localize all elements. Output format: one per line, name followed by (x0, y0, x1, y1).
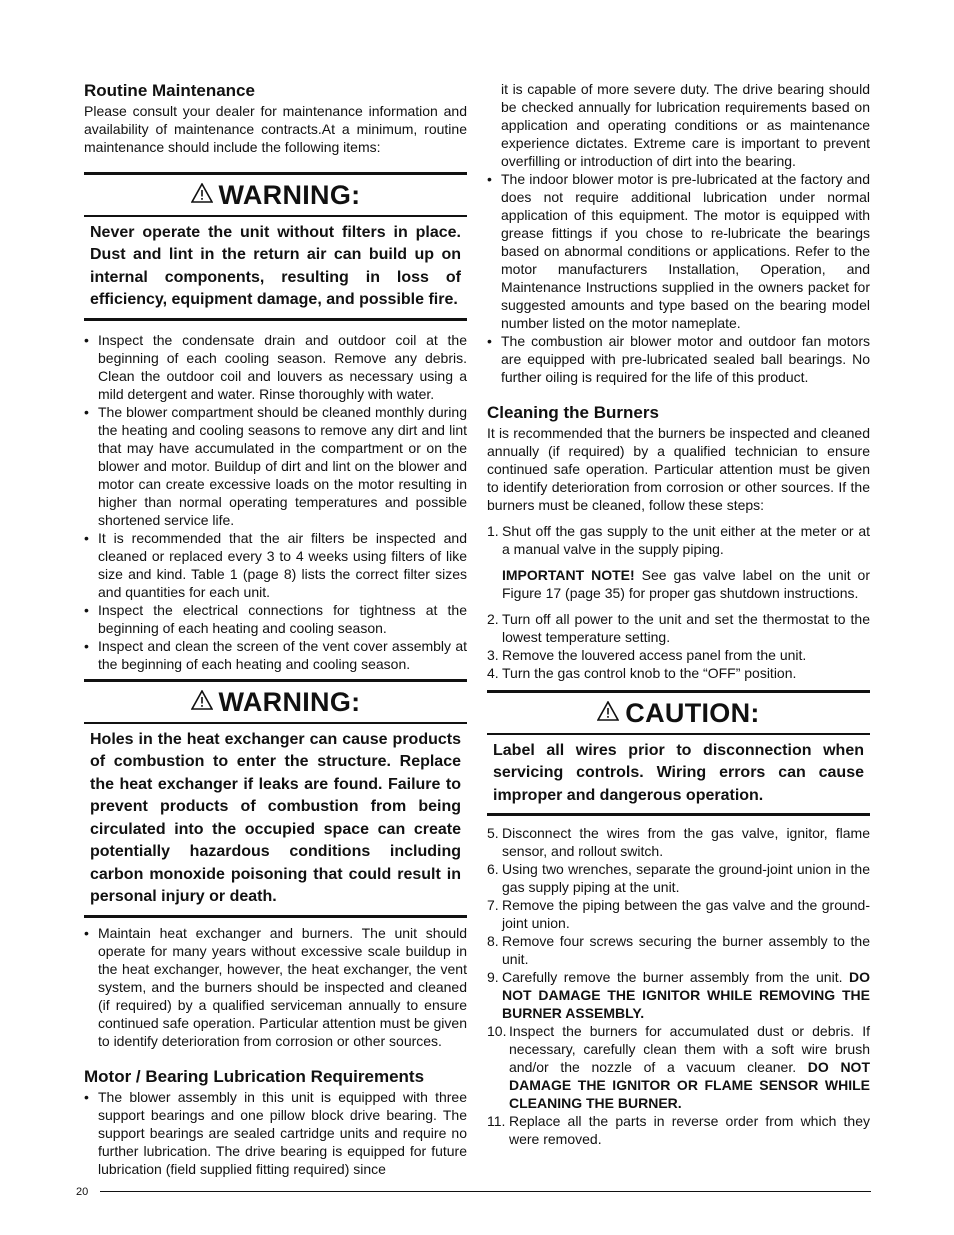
list-item (487, 1112, 870, 1148)
list-item (487, 610, 870, 646)
important-note (487, 566, 870, 602)
step-number: 6. (487, 861, 499, 878)
step-text: Turn off all power to the unit and set the thermostat to the lowest temperature setting. (502, 611, 870, 645)
routine-intro: Please consult your dealer for maintenance information and availability of maintenance contracts.At a minimum, routine maintenance should include the following items: (84, 103, 467, 155)
step-text: Disconnect the wires from the gas valve, ignitor, flame sensor, and rollout switch. (502, 825, 870, 860)
list-item (487, 896, 870, 932)
motor-list (84, 1088, 467, 1178)
continuation-text: it is capable of more severe duty. The drive bearing should be checked annually for lubrication requirements based on application and operating conditions or as maintenance experience dictates. Extreme care is important to prevent overfilling or introduction of dirt into the bearing. (501, 81, 870, 169)
step-text: Remove the louvered access panel from the unit. (502, 647, 807, 663)
note-text: See gas valve label on the unit or Figure 17 (page 35) for proper gas shutdown instructions. (502, 567, 870, 601)
step-number: 2. (487, 611, 499, 627)
step-text: Remove the piping between the gas valve and the ground-joint union. (502, 897, 870, 932)
step-number: 9. (487, 969, 499, 986)
step-text: Shut off the gas supply to the unit either at the meter or at a manual valve in the supply piping. (502, 523, 870, 557)
step-text: Inspect the burners for accumulated dust or debris. If necessary, carefully clean them with a soft wire brush and/or the nozzle of a vacuum cleaner. (509, 1023, 870, 1076)
left-column (84, 80, 467, 1178)
step-number: 8. (487, 933, 499, 950)
bearing-list (487, 170, 870, 386)
page-number: 20 (76, 1186, 89, 1198)
routine-maintenance-heading: Routine Maintenance (84, 81, 255, 100)
list-item (487, 1022, 870, 1112)
right-column (487, 80, 870, 1148)
step-text: Replace all the parts in reverse order from which they were removed. (509, 1113, 870, 1148)
list-item: • The indoor blower motor is pre-lubricated at the factory and does not require additional lubrication under normal application of this equipment. The motor is equipped with grease fittings if you chose to re-lubricate the bearings based on abnormal conditions or applications. Refer to the motor manufacturers Installation, Operation, and Maintenance Instructions supplied in the owners packet for suggested amounts and type based on the bearing model number listed on the motor nameplate. (487, 170, 870, 332)
burners-intro: It is recommended that the burners be inspected and cleaned annually (if required) by a qualified technician to ensure continued safe operation. Particular attention must be given to identify deterioration from corrosion or other sources. If the burners must be cleaned, follow these steps: (487, 425, 870, 513)
step-number: 5. (487, 825, 499, 842)
burner-steps-part2 (487, 610, 870, 682)
step-number: 7. (487, 897, 499, 914)
caution-title: CAUTION: (625, 698, 760, 728)
list-item: • Inspect and clean the screen of the vent cover assembly at the beginning of each heating and cooling season. (84, 637, 467, 673)
step-warning-text: DO NOT DAMAGE THE IGNITOR WHILE REMOVING THE BURNER ASSEMBLY. (502, 969, 870, 1022)
list-item (487, 932, 870, 968)
warning-box-filters (84, 172, 467, 321)
list-item (487, 664, 870, 682)
step-text: Turn the gas control knob to the “OFF” position. (502, 665, 797, 681)
warning-title: WARNING: (218, 686, 361, 717)
step-number: 1. (487, 523, 499, 539)
warning-body-heat-exchanger: Holes in the heat exchanger can cause products of combustion to enter the structure. Replace the heat exchanger if leaks are found. Failure to prevent products of combustion from being circulated into the occupied space can create potentially hazardous conditions including carbon monoxide poisoning that could result in personal injury or death. (84, 724, 467, 918)
heat-exchanger-list (84, 924, 467, 1050)
list-item (487, 522, 870, 558)
burner-steps-part1 (487, 522, 870, 558)
step-number: 3. (487, 647, 499, 663)
list-item (487, 860, 870, 896)
warning-triangle-icon (191, 685, 213, 717)
footer-divider (100, 1191, 871, 1192)
list-item (487, 646, 870, 664)
list-item (487, 968, 870, 1022)
burner-steps-part3 (487, 824, 870, 1148)
warning-header (84, 172, 467, 217)
cleaning-burners-heading: Cleaning the Burners (487, 403, 659, 422)
list-item: • Inspect the electrical connections for tightness at the beginning of each heating and cooling season. (84, 601, 467, 637)
step-text: Remove four screws securing the burner assembly to the unit. (502, 933, 870, 968)
step-number: 10. (487, 1023, 507, 1040)
warning-header (84, 679, 467, 724)
warning-title: WARNING: (218, 180, 361, 210)
list-item: • The blower compartment should be cleaned monthly during the heating and cooling seasons to remove any dirt and lint that may have accumulated in the compartment or on the blower and motor. Buildup of dirt and lint on the blower and motor can create excessive loads on the motor resulting in higher than normal operating temperatures and possible shortened service life. (84, 403, 467, 529)
list-item: • Inspect the condensate drain and outdoor coil at the beginning of each cooling season. Remove any debris. Clean the outdoor coil and louvers as necessary using a mild detergent and water. Rinse thoroughly with water. (84, 331, 467, 403)
caution-header (487, 690, 870, 735)
warning-triangle-icon (597, 696, 619, 728)
caution-body: Label all wires prior to disconnection when servicing controls. Wiring errors can cause improper and dangerous operation. (487, 735, 870, 817)
warning-triangle-icon (191, 178, 213, 210)
list-item: • Maintain heat exchanger and burners. The unit should operate for many years without excessive scale buildup in the heat exchanger, however, the heat exchanger, the vent system, and the burners should be inspected and cleaned (if required) by a qualified serviceman annually to ensure continued safe operation. Particular attention must be given to identify deterioration from corrosion or other sources. (84, 924, 467, 1050)
step-text: Using two wrenches, separate the ground-joint union in the gas supply piping at the unit. (502, 861, 870, 896)
list-item: • The combustion air blower motor and outdoor fan motors are equipped with pre-lubricated sealed ball bearings. No further oiling is required for the life of this product. (487, 332, 870, 386)
caution-box-wires (487, 690, 870, 816)
step-number: 4. (487, 665, 499, 681)
list-item: • It is recommended that the air filters be inspected and cleaned or replaced every 3 to 4 weeks using filters of like size and kind. Table 1 (page 8) lists the correct filter sizes and quantities for each unit. (84, 529, 467, 601)
step-warning-text: DO NOT DAMAGE THE IGNITOR OR FLAME SENSOR WHILE CLEANING THE BURNER. (509, 1059, 870, 1112)
list-item (487, 824, 870, 860)
maintenance-list (84, 331, 467, 673)
list-item: • The blower assembly in this unit is equipped with three support bearings and one pillow block drive bearing. The support bearings are sealed cartridge units and require no further lubrication. The drive bearing is equipped for future lubrication (field supplied fitting required) since (84, 1088, 467, 1178)
step-text: Carefully remove the burner assembly from the unit. (502, 969, 849, 986)
warning-box-heat-exchanger (84, 679, 467, 918)
note-label: IMPORTANT NOTE! (502, 567, 635, 583)
step-number: 11. (487, 1113, 506, 1130)
motor-bearing-heading: Motor / Bearing Lubrication Requirements (84, 1066, 425, 1086)
warning-body-filters: Never operate the unit without filters in place. Dust and lint in the return air can build up on internal components, resulting in loss of efficiency, equipment damage, and possible fire. (84, 217, 467, 321)
